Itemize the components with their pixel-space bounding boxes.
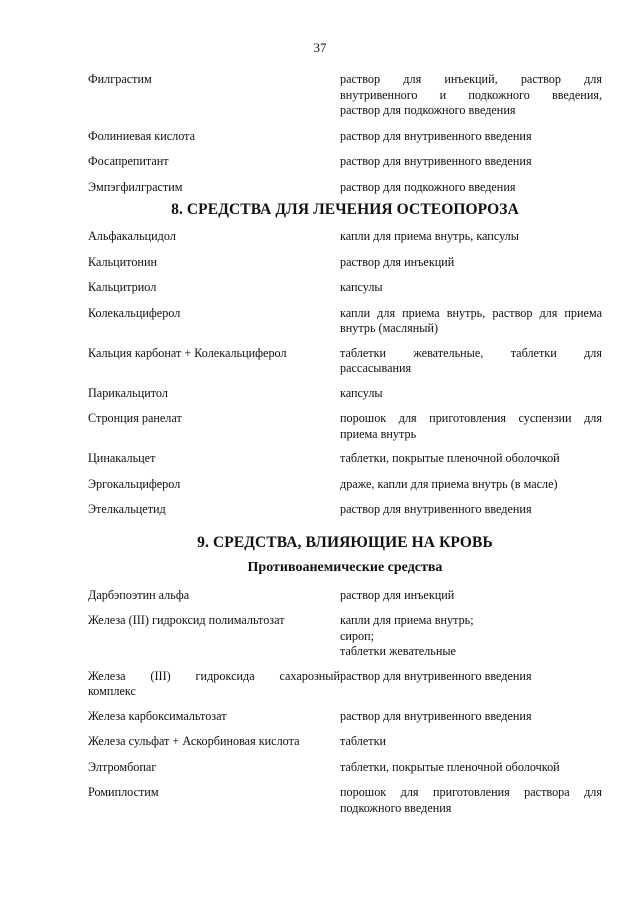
dosage-form-line: раствор для инъекций (340, 254, 455, 269)
dosage-form-line: раствор для внутривенного введения (340, 154, 532, 168)
dosage-form-line: раствор для внутривенного введения (340, 668, 532, 683)
dosage-form (340, 255, 602, 271)
section-8-title: 8. СРЕДСТВА ДЛЯ ЛЕЧЕНИЯ ОСТЕОПОРОЗА (171, 201, 519, 218)
table-row (88, 129, 602, 145)
drug-name (88, 386, 340, 402)
drug-name (88, 180, 340, 196)
table-row (88, 280, 602, 296)
drug-name (88, 613, 340, 629)
dosage-form-line: таблетки жевательные, таблетки для (340, 345, 602, 360)
drug-name (88, 502, 340, 518)
drug-name (88, 229, 340, 245)
dosage-form (340, 411, 602, 442)
drug-name-line: Кальцитриол (88, 280, 157, 294)
dosage-form-line: капли для приема внутрь, капсулы (340, 229, 519, 243)
drug-name-line: Эргокальциферол (88, 476, 181, 491)
table-row (88, 229, 602, 245)
section-8-rows (88, 229, 602, 518)
drug-name-line: Железа карбоксимальтозат (88, 708, 227, 723)
dosage-form (340, 760, 602, 776)
dosage-form-line: порошок для приготовления суспензии для (340, 411, 602, 425)
table-row (88, 477, 602, 493)
dosage-form (340, 346, 602, 377)
drug-name (88, 346, 340, 362)
drug-name-line: Этелкальцетид (88, 502, 166, 516)
dosage-form-line: капли для приема внутрь, раствор для приема (340, 305, 602, 320)
dosage-form (340, 734, 602, 750)
dosage-form-line: таблетки жевательные (340, 644, 456, 658)
dosage-form-line: капсулы (340, 385, 383, 400)
drug-name (88, 588, 340, 604)
dosage-form (340, 709, 602, 725)
drug-name (88, 785, 340, 801)
drug-name (88, 72, 340, 88)
drug-name (88, 477, 340, 493)
table-block-top (88, 72, 602, 195)
dosage-form-line: сироп; (340, 628, 375, 643)
drug-name-line: Дарбэпоэтин альфа (88, 587, 190, 602)
drug-name (88, 411, 340, 427)
dosage-form-line: раствор для подкожного введения (340, 103, 516, 117)
dosage-form-line: внутривенного и подкожного введения, (340, 87, 602, 102)
dosage-form (340, 72, 602, 119)
dosage-form-line: рассасывания (340, 361, 412, 375)
dosage-form-line: таблетки (340, 734, 387, 748)
drug-name-line: Эмпэгфилграстим (88, 179, 183, 194)
table-row (88, 154, 602, 170)
table-row (88, 613, 602, 660)
drug-name (88, 154, 340, 170)
drug-name (88, 129, 340, 145)
dosage-form (340, 154, 602, 170)
section-9-rows (88, 588, 602, 817)
table-row (88, 588, 602, 604)
dosage-form (340, 180, 602, 196)
drug-name-line: Фолиниевая кислота (88, 128, 196, 143)
drug-name-line: Кальция карбонат + Колекальциферол (88, 345, 287, 360)
drug-name-line: Цинакальцет (88, 451, 156, 465)
drug-name-line: Элтромбопаг (88, 759, 157, 774)
dosage-form (340, 129, 602, 145)
table-row (88, 180, 602, 196)
dosage-form (340, 502, 602, 518)
drug-name-line: Кальцитонин (88, 254, 157, 269)
drug-name-line: Парикальцитол (88, 385, 168, 400)
dosage-form-line: капли для приема внутрь; (340, 613, 474, 627)
dosage-form-line: таблетки, покрытые пленочной оболочкой (340, 759, 560, 774)
dosage-form-line: таблетки, покрытые пленочной оболочкой (340, 451, 560, 465)
drug-name-line: Стронция ранелат (88, 411, 182, 425)
drug-name (88, 709, 340, 725)
drug-name-line: Колекальциферол (88, 305, 181, 320)
drug-name-line: Филграстим (88, 72, 152, 86)
drug-name (88, 280, 340, 296)
table-row (88, 451, 602, 467)
table-row (88, 502, 602, 518)
dosage-form-line: порошок для приготовления раствора для (340, 785, 602, 799)
page-number: 37 (313, 40, 327, 55)
table-row (88, 734, 602, 750)
dosage-form-line: капсулы (340, 280, 383, 294)
dosage-form (340, 386, 602, 402)
table-row (88, 255, 602, 271)
section-9-subtitle: Противоанемические средства (247, 559, 443, 575)
table-row (88, 785, 602, 816)
drug-name-line: комплекс (88, 684, 136, 698)
dosage-form (340, 669, 602, 685)
drug-name-line: Ромиплостим (88, 785, 159, 799)
section-9-title: 9. СРЕДСТВА, ВЛИЯЮЩИЕ НА КРОВЬ (197, 533, 493, 551)
drug-table (88, 72, 602, 816)
dosage-form (340, 588, 602, 604)
dosage-form-line: раствор для подкожного введения (340, 179, 516, 194)
table-row (88, 72, 602, 119)
dosage-form-line: раствор для инъекций, раствор для (340, 72, 602, 86)
dosage-form (340, 477, 602, 493)
dosage-form (340, 306, 602, 337)
dosage-form-line: драже, капли для приема внутрь (в масле) (340, 476, 558, 491)
drug-name (88, 451, 340, 467)
drug-name (88, 669, 340, 700)
table-row (88, 669, 602, 700)
table-row (88, 760, 602, 776)
drug-name (88, 255, 340, 271)
dosage-form (340, 451, 602, 467)
table-row (88, 386, 602, 402)
table-row (88, 306, 602, 337)
dosage-form-line: раствор для инъекций (340, 587, 455, 602)
drug-name (88, 734, 340, 750)
dosage-form-line: раствор для внутривенного введения (340, 708, 532, 723)
drug-name-line: Фосапрепитант (88, 154, 169, 168)
drug-name-line: Железа (III) гидроксид полимальтозат (88, 613, 285, 627)
drug-name-line: Альфакальцидол (88, 229, 176, 243)
drug-name (88, 760, 340, 776)
dosage-form-line: внутрь (масляный) (340, 321, 439, 335)
dosage-form-line: раствор для внутривенного введения (340, 128, 532, 143)
table-row (88, 346, 602, 377)
dosage-form (340, 280, 602, 296)
drug-name (88, 306, 340, 322)
drug-name-line: Железа (III) гидроксида сахарозный (88, 668, 340, 683)
table-row (88, 709, 602, 725)
dosage-form (340, 229, 602, 245)
table-row (88, 411, 602, 442)
dosage-form-line: приема внутрь (340, 426, 417, 441)
dosage-form (340, 613, 602, 660)
dosage-form (340, 785, 602, 816)
drug-name-line: Железа сульфат + Аскорбиновая кислота (88, 734, 300, 748)
dosage-form-line: подкожного введения (340, 800, 452, 815)
dosage-form-line: раствор для внутривенного введения (340, 502, 532, 516)
